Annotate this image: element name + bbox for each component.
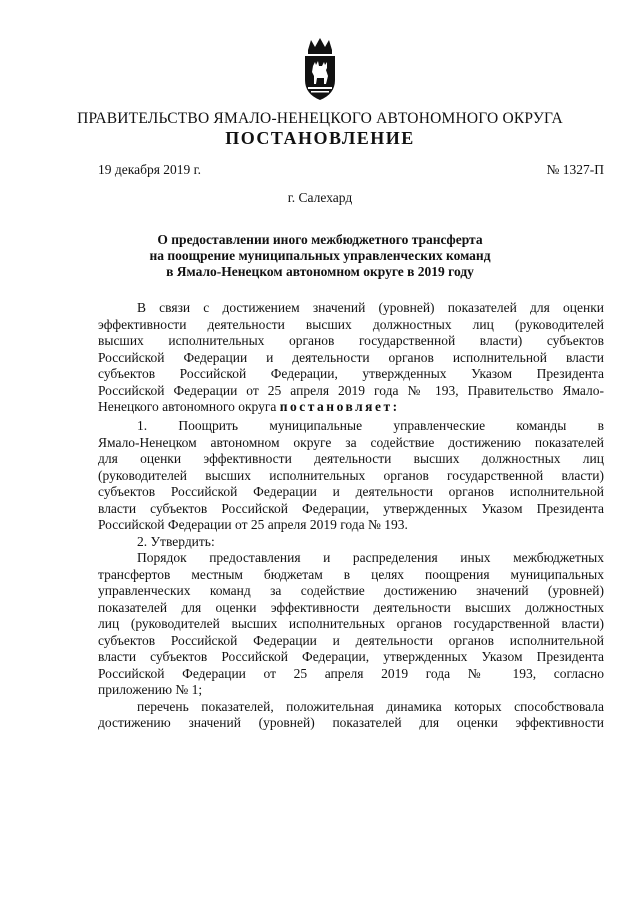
title-line: на поощрение муниципальных управленческих команд [149, 248, 491, 263]
decree-word: постановляет: [279, 399, 400, 414]
title-line: О предоставлении иного межбюджетного трансферта [157, 232, 483, 247]
preamble-paragraph [98, 300, 604, 416]
text-line: трансфертов местным бюджетам в целях поощрения муниципальных [98, 566, 604, 582]
text-line: перечень показателей, положительная динамика которых способствовала [137, 698, 604, 714]
document-type: ПОСТАНОВЛЕНИЕ [225, 128, 415, 148]
document-date: 19 декабря 2019 г. [98, 162, 202, 177]
text-line: Ямало-Ненецком автономном округе за содействие достижению показателей [98, 434, 604, 450]
text-line: 2. Утвердить: [137, 533, 215, 549]
text-line: показателей для оценки эффективности деятельности высших должностных [98, 599, 604, 615]
preamble-tail: Ненецкого автономного округа [98, 399, 280, 414]
text-line: лиц (руководителей высших исполнительных органов государственной власти) [98, 616, 604, 631]
text-line: достижению значений (уровней) показателей для оценки эффективности [98, 715, 604, 730]
government-name: ПРАВИТЕЛЬСТВО ЯМАЛО-НЕНЕЦКОГО АВТОНОМНОГО ОКРУГА [77, 110, 563, 127]
text-line: субъектов Российской Федерации, утвержденных Указом Президента [98, 366, 604, 381]
document-number: № 1327-П [546, 162, 604, 177]
text-line: эффективности деятельности высших должностных лиц (руководителей [98, 316, 604, 332]
document-title [0, 232, 640, 280]
text-line: субъектов Российской Федерации и деятельности органов исполнительной [98, 484, 604, 499]
text-line: Российской Федерации от 25 апреля 2019 года № 193. [98, 517, 408, 532]
text-line: высших исполнительных органов государственной власти) субъектов [98, 333, 604, 348]
text-line: для оценки эффективности деятельности высших должностных лиц [98, 451, 604, 466]
text-line: приложению № 1; [98, 682, 203, 697]
text-line: Российской Федерации от 25 апреля 2019 года № 193, согласно [98, 665, 604, 681]
text-line: власти субъектов Российской Федерации, утвержденных Указом Президента [98, 649, 604, 664]
text-line: власти субъектов Российской Федерации, утвержденных Указом Президента [98, 500, 604, 516]
text-line: Порядок предоставления и распределения иных межбюджетных [137, 550, 604, 565]
text-line: Российской Федерации от 25 апреля 2019 года № 193, Правительство Ямало- [98, 382, 604, 398]
text-line: В связи с достижением значений (уровней) показателей для оценки [137, 300, 604, 315]
text-line: 1. Поощрить муниципальные управленческие команды в [137, 418, 604, 433]
title-line: в Ямало-Ненецком автономном округе в 2019 году [166, 264, 474, 279]
text-line: Российской Федерации и деятельности органов исполнительной власти [98, 349, 604, 365]
text-line: управленческих команд за содействие достижению значений (уровней) [98, 583, 604, 598]
text-line: субъектов Российской Федерации и деятельности органов исполнительной [98, 632, 604, 648]
text-line [98, 399, 604, 416]
decree-body [98, 418, 604, 732]
document-city: г. Салехард [287, 190, 353, 205]
yamal-coat-of-arms-icon [300, 36, 340, 102]
text-line: (руководителей высших исполнительных органов государственной власти) [98, 467, 604, 483]
